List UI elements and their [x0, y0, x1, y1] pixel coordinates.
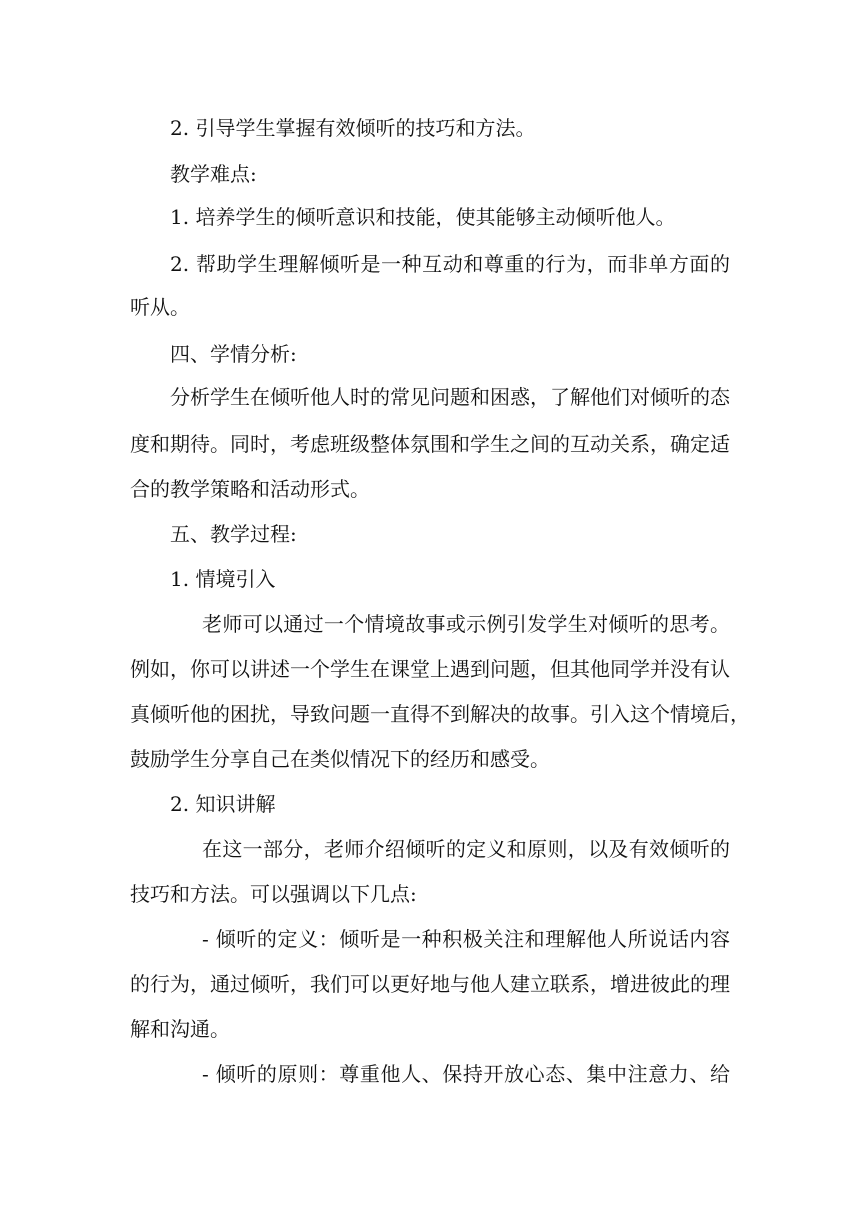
- text-line-analysis-1: 分析学生在倾听他人时的常见问题和困惑，了解他们对倾听的态: [170, 385, 730, 409]
- text-line-difficulty-heading: 教学难点:: [170, 162, 257, 186]
- text-line-intro-4: 鼓励学生分享自己在类似情况下的经历和感受。: [130, 747, 550, 771]
- text-line-analysis-3: 合的教学策略和活动形式。: [130, 477, 370, 501]
- bullet-principles: - 倾听的原则：尊重他人、保持开放心态、集中注意力、给: [202, 1062, 730, 1086]
- text-line-goal-2: 2. 引导学生掌握有效倾听的技巧和方法。: [170, 116, 536, 140]
- bullet-definition: - 倾听的定义：倾听是一种积极关注和理解他人所说话内容: [202, 927, 730, 951]
- section-heading-process: 五、教学过程:: [170, 522, 297, 546]
- text-line-difficulty-1: 1. 培养学生的倾听意识和技能，使其能够主动倾听他人。: [170, 205, 676, 229]
- text-line-difficulty-2: 2. 帮助学生理解倾听是一种互动和尊重的行为，而非单方面的: [170, 252, 730, 276]
- text-line-intro-1: 老师可以通过一个情境故事或示例引发学生对倾听的思考。: [202, 612, 730, 636]
- text-line-intro-3: 真倾听他的困扰，导致问题一直得不到解决的故事。引入这个情境后，: [130, 702, 750, 726]
- bullet-definition-end: 解和沟通。: [130, 1017, 230, 1041]
- text-line-intro-2: 例如，你可以讲述一个学生在课堂上遇到问题，但其他同学并没有认: [130, 657, 730, 681]
- subheading-knowledge: 2. 知识讲解: [170, 792, 276, 816]
- text-line-knowledge-2: 技巧和方法。可以强调以下几点:: [130, 882, 417, 906]
- section-heading-analysis: 四、学情分析:: [170, 342, 297, 366]
- text-line-knowledge-1: 在这一部分，老师介绍倾听的定义和原则，以及有效倾听的: [202, 837, 730, 861]
- bullet-definition-cont: 的行为，通过倾听，我们可以更好地与他人建立联系，增进彼此的理: [130, 972, 730, 996]
- subheading-situation-intro: 1. 情境引入: [170, 567, 276, 591]
- text-line-analysis-2: 度和期待。同时，考虑班级整体氛围和学生之间的互动关系，确定适: [130, 432, 730, 456]
- text-line-difficulty-2-cont: 听从。: [130, 295, 190, 319]
